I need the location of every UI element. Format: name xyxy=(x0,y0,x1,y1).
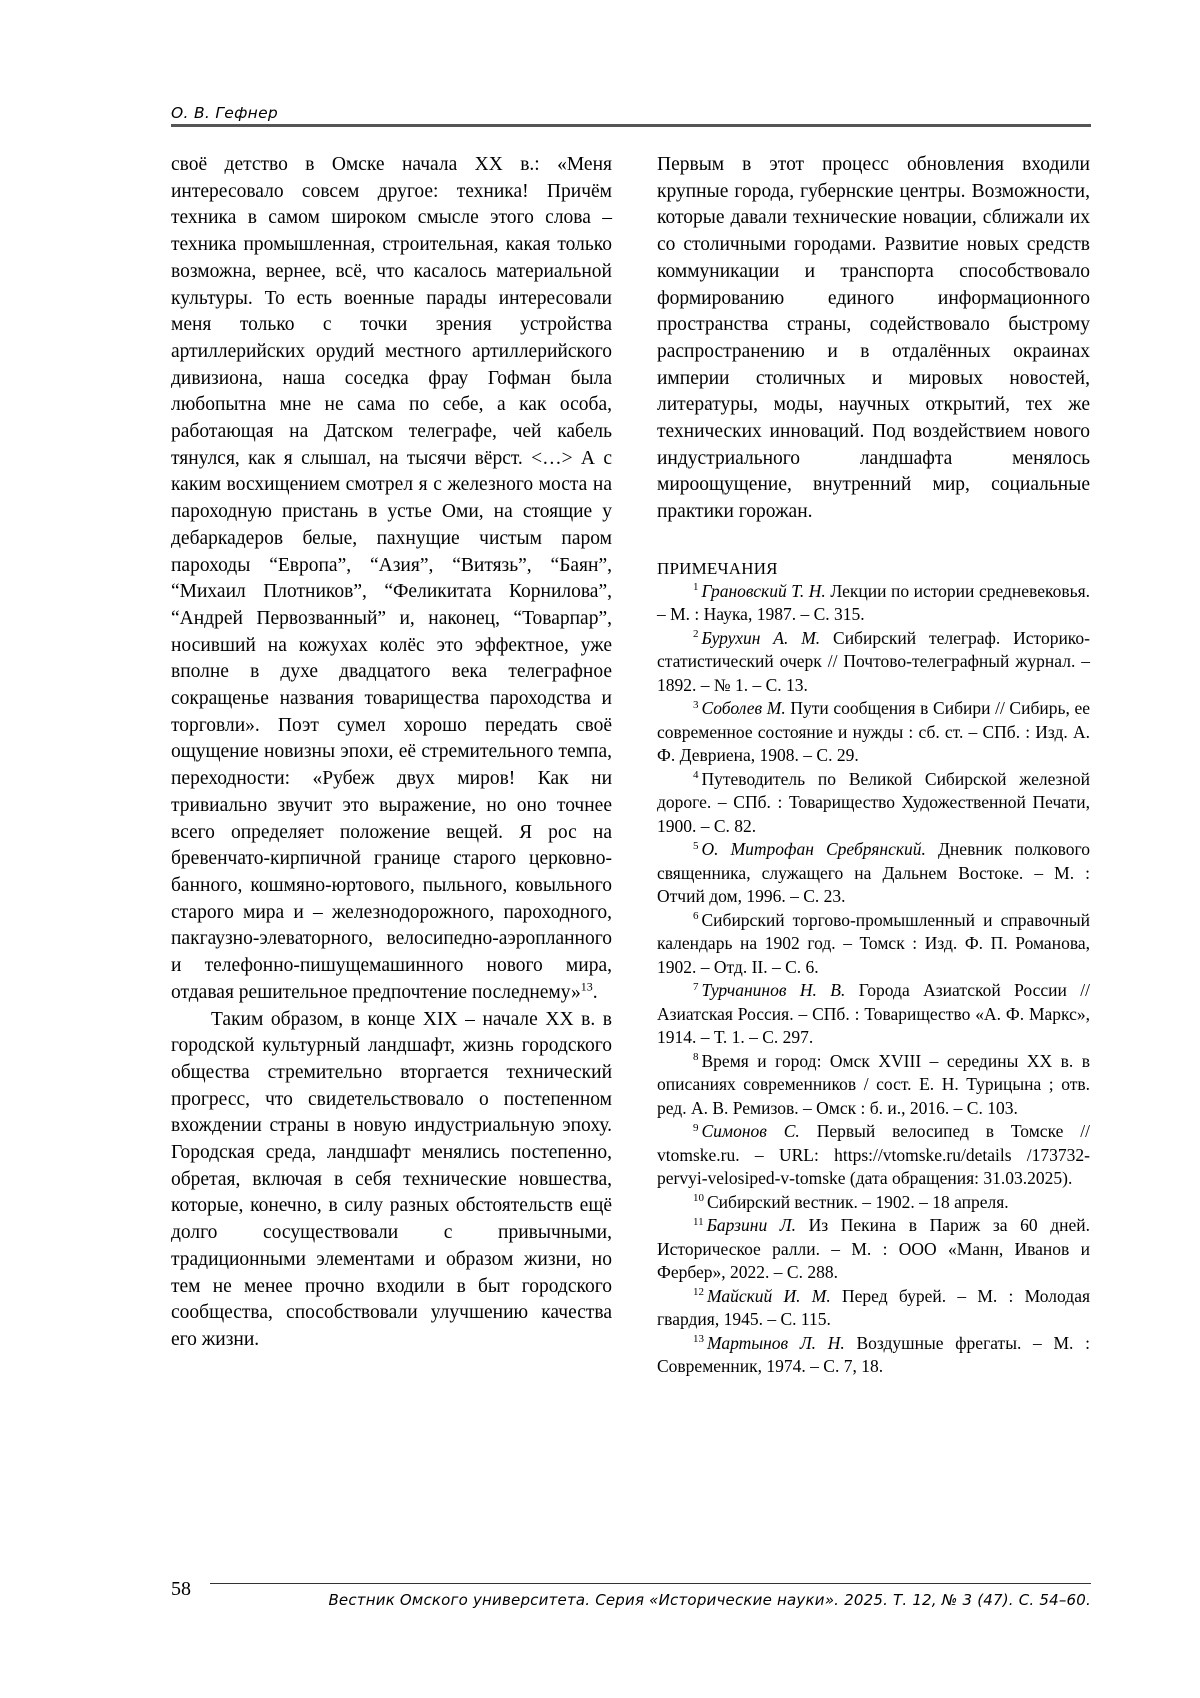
notes-list xyxy=(657,580,1090,1379)
note-item xyxy=(657,1050,1090,1121)
page-number: 58 xyxy=(171,1578,191,1600)
note-text: Сибирский телеграф. Историко-статистический очерк // Почтово-телеграфный журнал. – 1892. – № 1. – С. 13. xyxy=(657,627,1091,695)
note-item xyxy=(657,838,1090,909)
note-author: Грановский Т. Н. xyxy=(701,580,826,601)
note-number: 13 xyxy=(693,1333,704,1346)
body-paragraph-2: Таким образом, в конце XIX – начале XX в. в городской культурный ландшафт, жизнь городского общества стремительно вторгается технический прогресс, что свидетельствовало о постепенном вхождении страны в новую индустриальную эпоху. Городская среда, ландшафт менялись постепенно, обретая, включая в себя технические новшества, которые, конечно, в силу разных обстоятельств ещё долго сосуществовали с привычными, традиционными элементами и образом жизни, но тем не менее прочно входили в быт городского сообщества, способствовали улучшению качества его жизни. xyxy=(171,1008,612,1350)
note-author: О. Митрофан Сребрянский. xyxy=(701,839,926,860)
note-number: 6 xyxy=(693,910,699,923)
note-text: Города Азиатской России // Азиатская Россия. – СПб. : Товарищество «А. Ф. Маркс», 1914. – Т. 1. – С. 297. xyxy=(657,980,1090,1048)
running-head: О. В. Гефнер xyxy=(171,104,279,122)
note-number: 8 xyxy=(693,1051,699,1064)
note-text: Сибирский торгово-промышленный и справочный календарь на 1902 год. – Томск : Изд. Ф. П. Романова, 1902. – Отд. II. – С. 6. xyxy=(657,909,1090,977)
note-author: Турчанинов Н. В. xyxy=(701,980,846,1001)
note-item xyxy=(657,1214,1090,1285)
note-text: Воздушные фрегаты. – М. : Современник, 1974. – С. 7, 18. xyxy=(657,1332,1090,1377)
note-text: Первый велосипед в Томске // vtomske.ru. – URL: https://vtomske.ru/details /173732-pervyi-velosiped-v-tomske (дата обращения: 31.03.2025). xyxy=(657,1121,1091,1189)
note-item xyxy=(657,768,1090,839)
body-paragraph-1 xyxy=(171,152,612,1007)
note-number: 12 xyxy=(693,1286,704,1299)
note-item xyxy=(657,1191,1090,1215)
note-number: 9 xyxy=(693,1121,699,1134)
paragraph-end: . xyxy=(592,981,598,1003)
note-number: 1 xyxy=(693,581,699,594)
note-author: Симонов С. xyxy=(701,1121,800,1142)
note-author: Бурухин А. М. xyxy=(701,627,821,648)
note-text: Дневник полкового священника, служащего на Дальнем Востоке. – М. : Отчий дом, 1996. – С. 23. xyxy=(657,839,1091,907)
note-text: Лекции по истории средневековья. – М. : Наука, 1987. – С. 315. xyxy=(657,580,1090,625)
note-item xyxy=(657,979,1090,1050)
note-author: Майский И. М. xyxy=(707,1285,831,1306)
note-author: Мартынов Л. Н. xyxy=(707,1332,845,1353)
note-text: Из Пекина в Париж за 60 дней. Историческое ралли. – М. : ООО «Манн, Иванов и Фербер», 2022. – С. 288. xyxy=(657,1215,1091,1283)
note-item xyxy=(657,1285,1090,1332)
journal-citation: Вестник Омского университета. Серия «Исторические науки». 2025. Т. 12, № 3 (47). С. 54–60. xyxy=(328,1591,1091,1609)
note-number: 7 xyxy=(693,980,699,993)
note-number: 2 xyxy=(693,628,699,641)
body-paragraph-3: Первым в этот процесс обновления входили крупные города, губернские центры. Возможности, которые давали технические новации, сближали их со столичными городами. Развитие новых средств коммуникации и транспорта способствовало формированию единого информационного пространства страны, содействовало быстрому распространению и в отдалённых окраинах империи столичных и мировых новостей, литературы, моды, научных открытий, тех же технических инноваций. Под воздействием нового индустриального ландшафта менялось мироощущение, внутренний мир, социальные практики горожан. xyxy=(657,154,1090,523)
note-text: Пути сообщения в Сибири // Сибирь, ее современное состояние и нужды : сб. ст. – СПб. : Изд. А. Ф. Девриена, 1908. – С. 29. xyxy=(657,698,1090,766)
note-item xyxy=(657,580,1090,627)
note-item xyxy=(657,909,1090,980)
note-text: Сибирский вестник. – 1902. – 18 апреля. xyxy=(707,1191,1009,1212)
note-number: 11 xyxy=(693,1215,704,1228)
right-column xyxy=(657,152,1090,1379)
footer-rule xyxy=(210,1583,1091,1584)
note-number: 4 xyxy=(693,769,699,782)
notes-heading: ПРИМЕЧАНИЯ xyxy=(657,558,778,578)
header-rule xyxy=(171,124,1091,127)
note-number: 5 xyxy=(693,839,699,852)
paragraph-text: своё детство в Омске начала XX в.: «Меня интересовало совсем другое: техника! Причём техника в самом широком смысле этого слова – техника промышленная, строительная, какая только возможна, вернее, всё, что касалось материальной культуры. То есть военные парады интересовали меня только с точки зрения устройства артиллерийских орудий местного артиллерийского дивизиона, наша соседка фрау Гофман была любопытна мне не сама по себе, а как особа, работающая на Датском телеграфе, чей кабель тянулся, как я слышал, на тысячи вёрст. <…> А с каким восхищением смотрел я с железного моста на пароходную пристань в устье Оми, на стоящие у дебаркадеров белые, пахнущие чистым паром пароходы “Европа”, “Азия”, “Витязь”, “Баян”, “Михаил Плотников”, “Феликитата Корнилова”, “Андрей Первозванный” и, наконец, “Товарпар”, носивший на кожухах колёс это эффектное, уже вполне в духе двадцатого века телеграфное сокращенье названия товарищества пароходства и торговли». Поэт сумел хорошо передать своё ощущение новизны эпохи, её стремительного темпа, переходности: «Рубеж двух миров! Как ни тривиально звучит это выражение, но оно точнее всего определяет положение вещей. Я рос на бревенчато-кирпичной границе старого церковно-банного, кошмяно-юртового, пыльного, ковыльного старого мира и – железнодорожного, пароходного, пакгаузно-элеваторного, велосипедно-аэропланного и телефонно-пишущемашинного нового мира, отдавая решительное предпочтение последнему» xyxy=(171,154,612,1003)
footnote-ref: 13 xyxy=(580,979,593,994)
note-item xyxy=(657,1332,1090,1379)
note-author: Барзини Л. xyxy=(706,1215,797,1236)
left-column xyxy=(171,152,612,1354)
note-number: 3 xyxy=(693,698,699,711)
note-item xyxy=(657,697,1090,768)
note-text: Перед бурей. – М. : Молодая гвардия, 1945. – С. 115. xyxy=(657,1285,1091,1330)
note-number: 10 xyxy=(693,1192,704,1205)
note-text: Время и город: Омск XVIII – середины XX в. в описаниях современников / сост. Е. Н. Турицына ; отв. ред. А. В. Ремизов. – Омск : б. и., 2016. – С. 103. xyxy=(657,1050,1090,1118)
note-author: Соболев М. xyxy=(701,698,786,719)
note-item xyxy=(657,627,1090,698)
note-text: Путеводитель по Великой Сибирской железной дороге. – СПб. : Товарищество Художественной Печати, 1900. – С. 82. xyxy=(657,768,1090,836)
note-item xyxy=(657,1120,1090,1191)
